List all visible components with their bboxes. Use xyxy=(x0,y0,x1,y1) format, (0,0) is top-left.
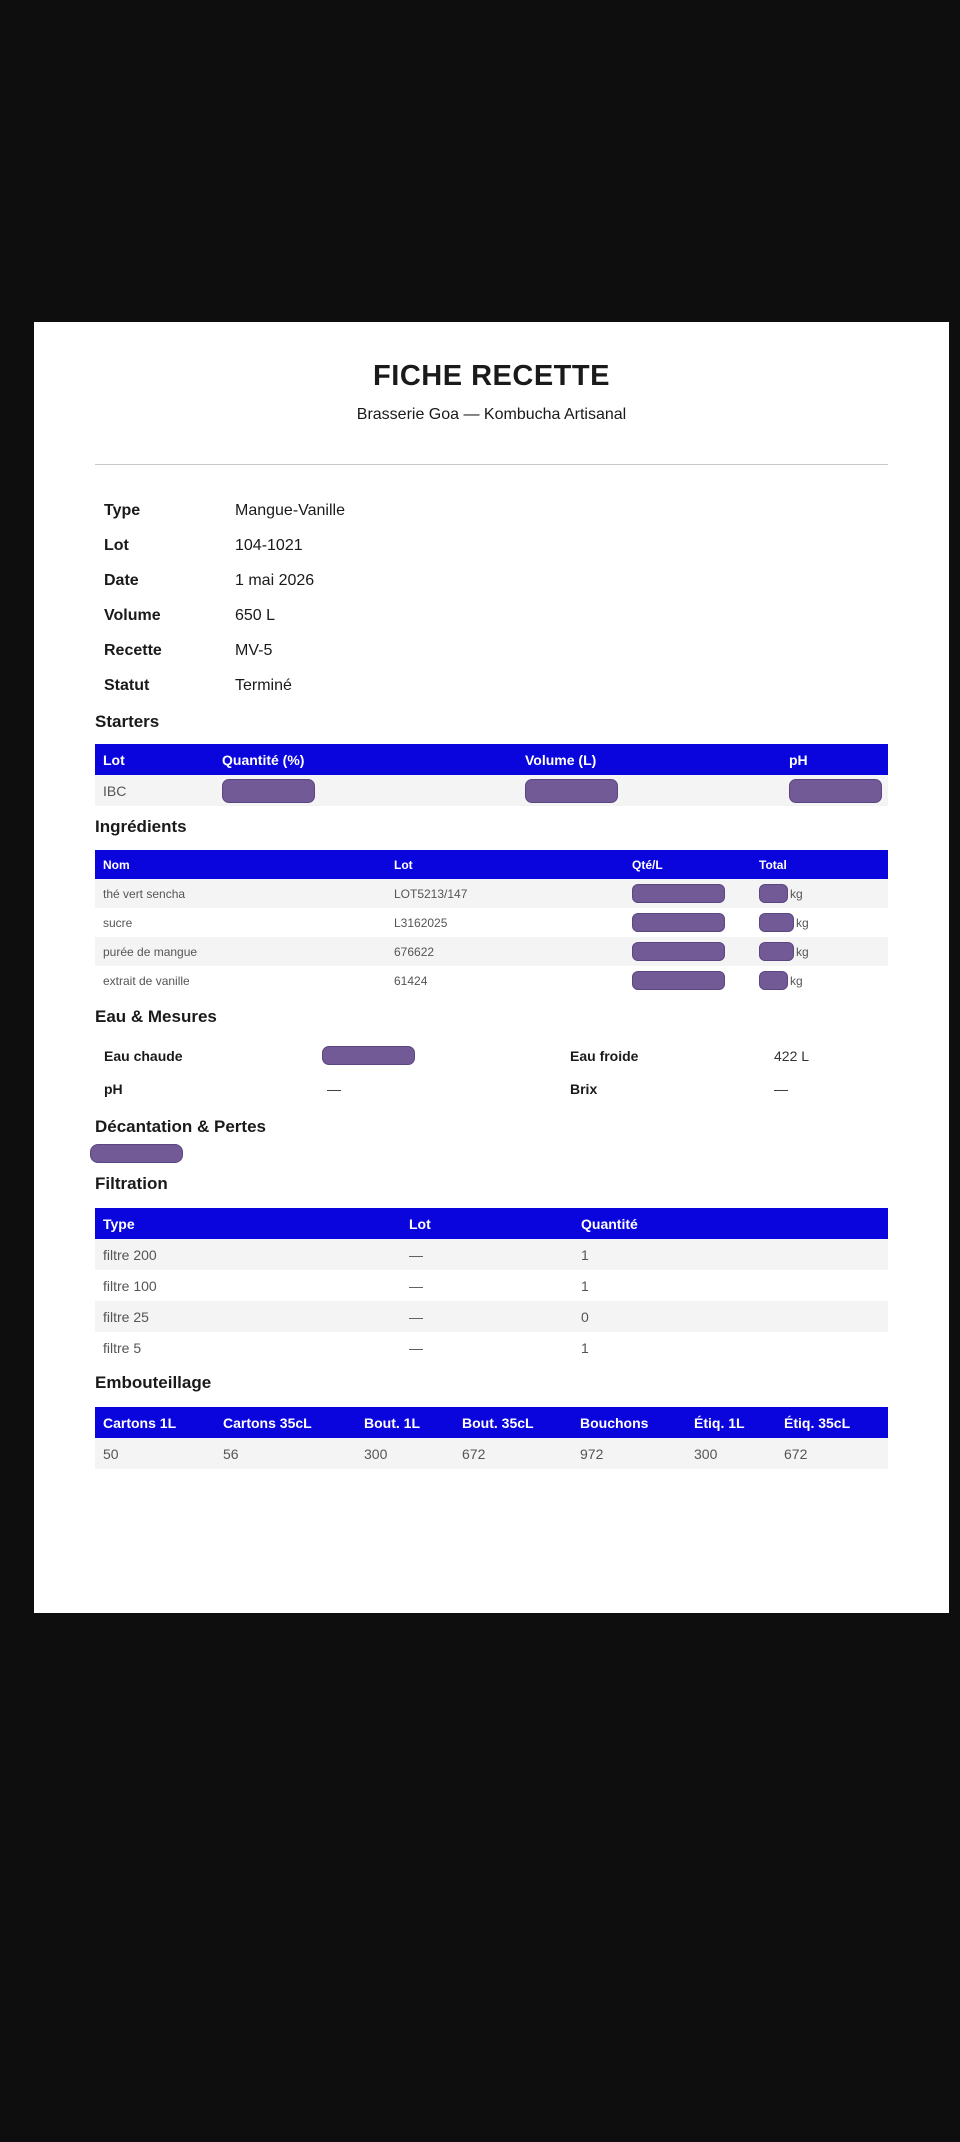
table-header-row xyxy=(95,850,888,879)
filter-quantity: 1 xyxy=(573,1332,888,1363)
column-header: Étiq. 1L xyxy=(686,1407,776,1438)
water-measures-table xyxy=(95,1039,888,1105)
filter-lot: — xyxy=(401,1332,573,1363)
bottling-value: 56 xyxy=(215,1438,356,1469)
filter-lot: — xyxy=(401,1301,573,1332)
info-value: Terminé xyxy=(235,676,292,694)
batch-info-table xyxy=(95,493,888,703)
column-header: Quantité (%) xyxy=(214,744,517,775)
measure-value: — xyxy=(327,1080,341,1097)
column-header: Lot xyxy=(401,1208,573,1239)
info-row xyxy=(95,563,888,598)
bottling-value: 300 xyxy=(686,1438,776,1469)
bottling-value: 50 xyxy=(95,1438,215,1469)
filter-quantity: 0 xyxy=(573,1301,888,1332)
column-header: Bout. 35cL xyxy=(454,1407,572,1438)
unit-label: kg xyxy=(796,944,809,959)
info-value: 650 L xyxy=(235,606,276,624)
measure-row xyxy=(95,1039,888,1072)
section-title-ingredients: Ingrédients xyxy=(95,817,187,836)
column-header: Bout. 1L xyxy=(356,1407,454,1438)
section-title-filtration: Filtration xyxy=(95,1174,168,1193)
unit-label: kg xyxy=(790,886,803,901)
unit-label: kg xyxy=(790,973,803,988)
filter-type: filtre 200 xyxy=(95,1239,401,1270)
redacted-value xyxy=(525,779,618,803)
header-divider xyxy=(95,464,888,465)
ingredient-name: purée de mangue xyxy=(95,937,386,966)
bottling-value: 300 xyxy=(356,1438,454,1469)
column-header: Cartons 35cL xyxy=(215,1407,356,1438)
info-row xyxy=(95,598,888,633)
redacted-value xyxy=(632,971,725,990)
column-header: pH xyxy=(781,744,888,775)
info-row xyxy=(95,528,888,563)
measure-label: Eau chaude xyxy=(104,1047,183,1064)
filter-quantity: 1 xyxy=(573,1239,888,1270)
measure-value: 422 L xyxy=(774,1047,810,1064)
column-header: Cartons 1L xyxy=(95,1407,215,1438)
redacted-value xyxy=(759,884,788,903)
ingredient-name: extrait de vanille xyxy=(95,966,386,995)
info-value: MV-5 xyxy=(235,641,273,659)
table-row xyxy=(95,937,888,966)
unit-label: kg xyxy=(796,915,809,930)
column-header: Quantité xyxy=(573,1208,888,1239)
column-header: Nom xyxy=(95,850,386,879)
filter-lot: — xyxy=(401,1270,573,1301)
redacted-value xyxy=(759,971,788,990)
ingredient-name: sucre xyxy=(95,908,386,937)
filter-type: filtre 100 xyxy=(95,1270,401,1301)
ingredients-table xyxy=(95,850,888,995)
section-title-starters: Starters xyxy=(95,712,160,731)
table-row xyxy=(95,966,888,995)
table-header-row xyxy=(95,1407,888,1438)
column-header: Étiq. 35cL xyxy=(776,1407,888,1438)
info-row xyxy=(95,668,888,703)
column-header: Lot xyxy=(386,850,624,879)
filter-type: filtre 5 xyxy=(95,1332,401,1363)
ingredient-lot: LOT5213/147 xyxy=(386,879,624,908)
redacted-value xyxy=(632,942,725,961)
info-value: Mangue-Vanille xyxy=(235,501,345,519)
redacted-value xyxy=(632,913,725,932)
measure-label: Eau froide xyxy=(570,1047,639,1064)
column-header: Bouchons xyxy=(572,1407,686,1438)
page-title: FICHE RECETTE xyxy=(373,360,610,392)
info-row xyxy=(95,633,888,668)
redacted-value xyxy=(222,779,315,803)
filter-quantity: 1 xyxy=(573,1270,888,1301)
redacted-value xyxy=(322,1046,415,1065)
redacted-value xyxy=(90,1144,183,1163)
ingredient-lot: 61424 xyxy=(386,966,624,995)
table-header-row xyxy=(95,1208,888,1239)
filtration-table xyxy=(95,1208,888,1363)
bottling-value: 672 xyxy=(776,1438,888,1469)
measure-row xyxy=(95,1072,888,1105)
section-title-bottling: Embouteillage xyxy=(95,1373,212,1392)
table-row xyxy=(95,1438,888,1469)
redacted-value xyxy=(759,942,794,961)
table-row xyxy=(95,1332,888,1363)
measure-label: pH xyxy=(104,1080,123,1097)
starters-table xyxy=(95,744,888,806)
page-subtitle: Brasserie Goa — Kombucha Artisanal xyxy=(356,406,627,423)
measure-value: — xyxy=(774,1080,788,1097)
column-header: Volume (L) xyxy=(517,744,781,775)
ingredient-name: thé vert sencha xyxy=(95,879,386,908)
filter-lot: — xyxy=(401,1239,573,1270)
column-header: Qté/L xyxy=(624,850,751,879)
redacted-value xyxy=(759,913,794,932)
column-header: Total xyxy=(751,850,888,879)
table-row xyxy=(95,1301,888,1332)
starter-lot: IBC xyxy=(95,775,214,806)
table-row xyxy=(95,908,888,937)
bottling-table xyxy=(95,1407,888,1469)
column-header: Type xyxy=(95,1208,401,1239)
info-label: Volume xyxy=(104,606,161,624)
info-label: Type xyxy=(104,501,141,519)
table-header-row xyxy=(95,744,888,775)
table-row xyxy=(95,1270,888,1301)
ingredient-lot: 676622 xyxy=(386,937,624,966)
recipe-sheet xyxy=(34,322,949,1613)
info-value: 104-1021 xyxy=(235,536,303,554)
bottling-value: 972 xyxy=(572,1438,686,1469)
ingredient-lot: L3162025 xyxy=(386,908,624,937)
measure-label: Brix xyxy=(570,1080,598,1097)
info-label: Lot xyxy=(104,536,129,554)
column-header: Lot xyxy=(95,744,214,775)
info-label: Date xyxy=(104,571,139,589)
info-label: Recette xyxy=(104,641,162,659)
info-label: Statut xyxy=(104,676,150,694)
redacted-value xyxy=(632,884,725,903)
info-row xyxy=(95,493,888,528)
section-title-decantation: Décantation & Pertes xyxy=(95,1117,266,1136)
section-title-water: Eau & Mesures xyxy=(95,1007,217,1026)
table-row xyxy=(95,1239,888,1270)
bottling-value: 672 xyxy=(454,1438,572,1469)
table-row xyxy=(95,775,888,806)
info-value: 1 mai 2026 xyxy=(235,571,315,589)
redacted-value xyxy=(789,779,882,803)
filter-type: filtre 25 xyxy=(95,1301,401,1332)
table-row xyxy=(95,879,888,908)
